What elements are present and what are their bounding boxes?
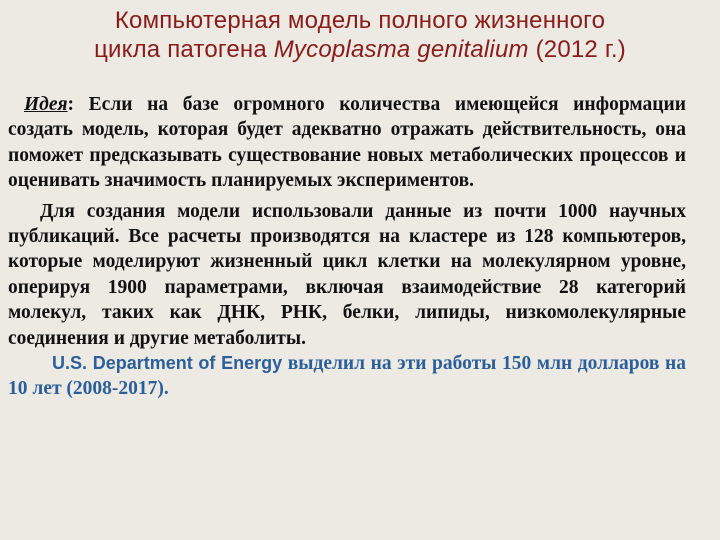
idea-label: Идея (24, 94, 68, 115)
slide-body (8, 92, 686, 402)
title-line-2-prefix: цикла патогена (94, 36, 274, 63)
paragraph-model-data: Для создания модели использовали данные из почти 1000 научных публикаций. Все расчеты производятся на кластере из 128 компьютеров, которые моделируют жизненный цикл клетки на молекулярном уровне, оперируя 1900 параметрами, включая взаимодействие 28 категорий молекул, таких как ДНК, РНК, белки, липиды, низкомолекулярные соединения и другие метаболиты. (8, 200, 686, 349)
funding-organization: U.S. Department of Energy (52, 353, 283, 374)
paragraph-funding (8, 351, 686, 402)
slide-title (0, 6, 720, 64)
title-line-2 (0, 35, 720, 64)
idea-text: : Если на базе огромного количества имеющейся информации создать модель, которая будет адекватно отражать действительность, она поможет предсказывать существование новых метаболических процессов и оценивать значимость планируемых экспериментов. (8, 94, 686, 192)
title-line-1: Компьютерная модель полного жизненного (114, 7, 606, 34)
title-line-2-suffix: (2012 г.) (528, 36, 626, 63)
paragraph-idea (8, 92, 686, 194)
title-species: Mycoplasma genitalium (273, 36, 529, 63)
funding-text: выделил на эти работы 150 млн долларов на 10 лет (2008-2017). (8, 353, 686, 400)
